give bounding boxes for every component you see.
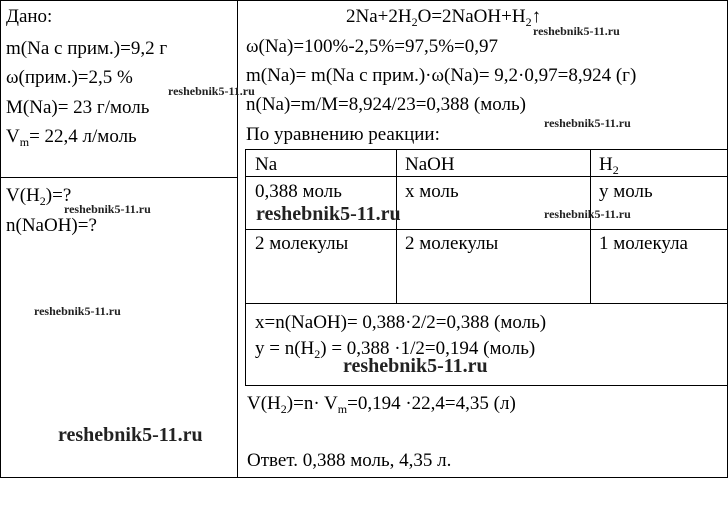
y-post: ) = 0,388 ·1/2=0,194 (моль) — [320, 338, 536, 359]
table-top — [245, 149, 728, 150]
y-sub: 2 — [314, 347, 321, 361]
table-cell-naoh-moles: x моль — [405, 181, 459, 202]
watermark-4: reshebnik5-11.ru — [64, 202, 151, 216]
table-col2 — [590, 149, 591, 304]
watermark-2: reshebnik5-11.ru — [168, 84, 255, 98]
given-molar-volume — [6, 126, 137, 148]
watermark-8: reshebnik5-11.ru — [343, 355, 488, 377]
mass-na-line: m(Na)= m(Na с прим.)·ω(Na)= 9,2·0,97=8,924 (г) — [246, 65, 637, 86]
by-equation-label: По уравнению реакции: — [246, 124, 440, 145]
vh2-post: )=? — [45, 185, 72, 206]
vh2-pre: V(H — [6, 185, 40, 206]
watermark-7: reshebnik5-11.ru — [34, 304, 121, 318]
frame-left — [0, 0, 1, 478]
watermark-5: reshebnik5-11.ru — [544, 207, 631, 221]
v-sub: 2 — [280, 402, 287, 416]
table-bottom — [245, 385, 728, 386]
omega-na-line: ω(Na)=100%-2,5%=97,5%=0,97 — [246, 36, 499, 57]
eq-a: 2Na+2H — [346, 6, 412, 27]
table-row3 — [245, 303, 728, 304]
watermark-1: reshebnik5-11.ru — [533, 24, 620, 38]
find-volume-h2 — [6, 185, 71, 207]
vm-pre: V — [6, 126, 20, 147]
watermark-3: reshebnik5-11.ru — [544, 116, 631, 130]
v-mid: )=n· V — [286, 393, 338, 414]
find-moles-naoh: n(NaOH)=? — [6, 215, 97, 236]
reaction-equation — [346, 6, 541, 28]
eq-sub2: 2 — [525, 15, 532, 29]
moles-na-line: n(Na)=m/M=8,924/23=0,388 (моль) — [246, 94, 527, 115]
watermark-6: reshebnik5-11.ru — [256, 203, 401, 225]
table-left — [245, 149, 246, 386]
calc-x-line: x=n(NaOH)= 0,388·2/2=0,388 (моль) — [255, 312, 547, 333]
table-cell-na-moles: 0,388 моль — [255, 181, 342, 202]
table-cell-na-molecules: 2 молекулы — [255, 233, 349, 254]
calc-volume-line — [247, 393, 516, 415]
vh2-sub: 2 — [39, 194, 46, 208]
table-cell-h2-moles: y моль — [599, 181, 653, 202]
frame-top — [0, 0, 728, 1]
table-row1 — [245, 176, 728, 177]
given-mass-mix: m(Na с прим.)=9,2 г — [6, 38, 168, 59]
watermark-9: reshebnik5-11.ru — [58, 424, 203, 446]
v-pre: V(H — [247, 393, 281, 414]
h2-h: H — [599, 154, 613, 175]
table-header-na: Na — [255, 154, 278, 175]
given-impurity: ω(прим.)=2,5 % — [6, 67, 133, 88]
given-title: Дано: — [6, 6, 53, 27]
table-header-naoh: NaOH — [405, 154, 455, 175]
given-divider — [0, 177, 238, 178]
table-header-h2 — [599, 154, 619, 176]
given-molar-mass: M(Na)= 23 г/моль — [6, 97, 150, 118]
y-pre: y = n(H — [255, 338, 315, 359]
v-sub2: m — [337, 402, 348, 416]
table-row2 — [245, 229, 728, 230]
vm-post: = 22,4 л/моль — [29, 126, 137, 147]
v-post: =0,194 ·22,4=4,35 (л) — [347, 393, 516, 414]
h2-sub: 2 — [612, 163, 619, 177]
table-cell-h2-molecules: 1 молекула — [599, 233, 688, 254]
eq-b: O=2NaOH+H — [417, 6, 526, 27]
vm-sub: m — [19, 135, 30, 149]
answer-line: Ответ. 0,388 моль, 4,35 л. — [247, 450, 452, 471]
frame-divider — [237, 0, 238, 478]
eq-sub1: 2 — [411, 15, 418, 29]
frame-bottom — [0, 477, 728, 478]
table-cell-naoh-molecules: 2 молекулы — [405, 233, 499, 254]
eq-c: ↑ — [531, 6, 542, 27]
table-col1 — [396, 149, 397, 304]
